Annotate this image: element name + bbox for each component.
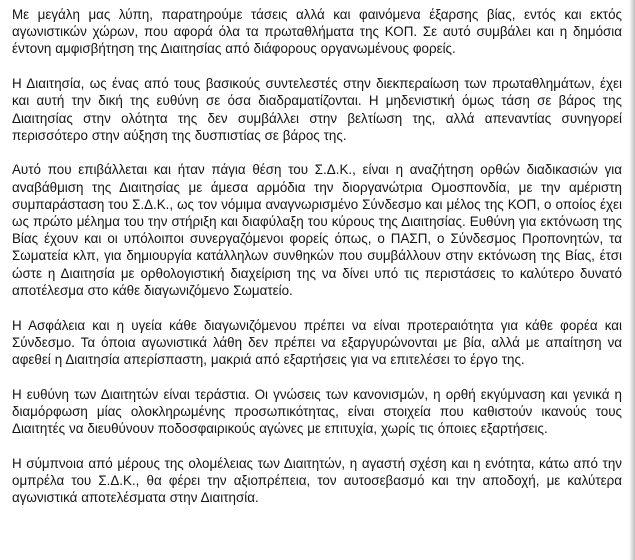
paragraph-6: Η σύμπνοια από μέρους της ολομέλειας των Διαιτητών, η αγαστή σχέση και η ενότητα, κάτω από την ομπρέλα του Σ.Δ.Κ., θα φέρει την αξιοπρέπεια, τον αυτοσεβασμό και την αποδοχή, με καλύτερα αγωνιστικά αποτελέσματα στην Διαιτησία. — [12, 455, 622, 506]
paragraph-5: Η ευθύνη των Διαιτητών είναι τεράστια. Οι γνώσεις των κανονισμών, η ορθή εκγύμναση και γενικά η διαμόρφωση μίας ολοκληρωμένης προσωπικότητας, είναι στοιχεία που καθιστούν ικανούς τους Διαιτητές να διευθύνουν ποδοσφαιρικούς αγώνες με επιτυχία, χωρίς τις όποιες εξαρτήσεις. — [12, 386, 622, 437]
paragraph-1: Με μεγάλη μας λύπη, παρατηρούμε τάσεις αλλά και φαινόμενα έξαρσης βίας, εντός και εκτός αγωνιστικών χώρων, που αφορά όλα τα πρωταθλήματα της ΚΟΠ. Σε αυτό συμβάλει και η δημόσια έντονη αμφισβήτηση της Διαιτησίας από διάφορους οργανωμένους φορείς. — [12, 7, 622, 57]
paragraph-2: Η Διαιτησία, ως ένας από τους βασικούς συντελεστές στην διεκπεραίωση των πρωταθλημάτων, έχει και αυτή την δική της ευθύνη σε όσα διαδραματίζονται. Η μηδενιστική όμως τάση σε βάρος της Διαιτησίας στην ολότητα της δεν συμβάλλει στην βελτίωση της, αλλά απεναντίας συνηγορεί περισσότερο στην αύξηση της δυσπιστίας σε βάρος της. — [12, 76, 622, 143]
paragraph-3: Αυτό που επιβάλλεται και ήταν πάγια θέση του Σ.Δ.Κ., είναι η αναζήτηση ορθών διαδικασιών για αναβάθμιση της Διαιτησίας με άμεσα αρμόδια την διοργανώτρια Ομοσπονδία, με την αμέριστη συμπαράσταση του Σ.Δ.Κ., ως τον νόμιμα αναγνωρισμένο Σύνδεσμο και μέλος της ΚΟΠ, ο οποίος έχει ως πρώτο μέλημα του την στήριξη και διαφύλαξη του κύρους της Διαιτησίας. Ευθύνη για εκτόνωση της Βίας έχουν και οι υπόλοιποι συνεργαζόμενοι φορείς όπως, ο ΠΑΣΠ, ο Σύνδεσμος Προπονητών, τα Σωματεία κλπ, για δημιουργία κατάλληλων συνθηκών που συμβάλλουν στην εκτόνωση της Βίας, έτσι ώστε η Διαιτησία με ορθολογιστική διαχείριση της να δίνει υπό τις περιστάσεις το καλύτερο δυνατό αποτέλεσμα στο κάθε διαγωνιζόμενο Σωματείο. — [12, 162, 622, 298]
paragraph-4: Η Ασφάλεια και η υγεία κάθε διαγωνιζόμενου πρέπει να είναι προτεραιότητα για κάθε φορέα και Σύνδεσμο. Τα όποια αγωνιστικά λάθη δεν πρέπει να εξαργυρώνονται με βία, αλλά με απαίτηση να αφεθεί η Διαιτησία απερίσπαστη, μακριά από εξαρτήσεις για να επιτελέσει το έργο της. — [12, 317, 622, 367]
page-edge-shadow — [629, 0, 635, 560]
document-body — [12, 6, 622, 524]
